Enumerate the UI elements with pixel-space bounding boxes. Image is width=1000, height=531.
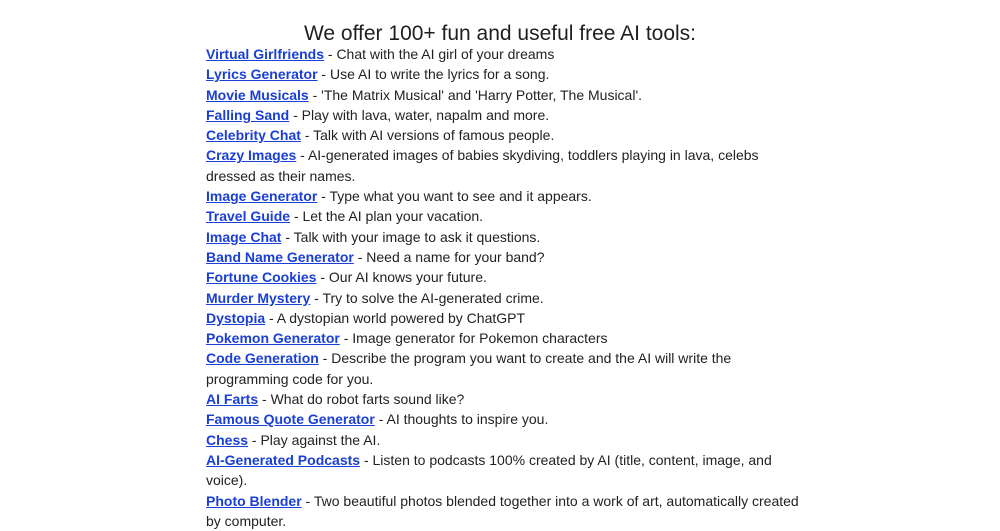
tool-item-ai-generated-podcasts [206,450,806,491]
tool-link-chess[interactable]: Chess [206,431,249,448]
tool-item-pokemon-generator [206,328,806,348]
tool-link-image-generator[interactable]: Image Generator [206,188,318,205]
tool-description: - Need a name for your band? [353,248,545,265]
tool-description: - Play with lava, water, napalm and more. [289,106,550,123]
tool-link-lyrics-generator[interactable]: Lyrics Generator [206,66,318,83]
page-title: We offer 100+ fun and useful free AI tools: [303,22,697,46]
tool-item-code-generation [206,348,806,389]
tool-link-travel-guide[interactable]: Travel Guide [206,208,291,225]
tool-description: - Type what you want to see and it appears. [317,188,592,205]
tool-item-image-generator [206,186,806,206]
tool-item-band-name-generator [206,247,806,267]
tool-item-chess [206,430,806,450]
tool-description: - Image generator for Pokemon characters [339,330,608,347]
tool-description: - AI thoughts to inspire you. [374,411,549,428]
tool-description: - Chat with the AI girl of your dreams [324,46,555,62]
tool-item-crazy-images [206,145,806,186]
tool-item-dystopia [206,308,806,328]
tool-description: - Talk with AI versions of famous people. [300,127,555,144]
tool-link-falling-sand[interactable]: Falling Sand [206,106,290,123]
tool-item-fortune-cookies [206,267,806,287]
tool-item-photo-blender [206,491,806,531]
tool-description: - Our AI knows your future. [316,269,487,286]
tool-item-virtual-girlfriends [206,44,806,64]
tool-link-murder-mystery[interactable]: Murder Mystery [206,289,311,306]
tool-item-famous-quote-generator [206,409,806,429]
tool-link-famous-quote-generator[interactable]: Famous Quote Generator [206,411,375,428]
tool-description: - What do robot farts sound like? [258,391,465,408]
tool-item-celebrity-chat [206,125,806,145]
tool-link-ai-farts[interactable]: AI Farts [206,391,259,408]
tool-link-movie-musicals[interactable]: Movie Musicals [206,86,309,103]
tool-link-virtual-girlfriends[interactable]: Virtual Girlfriends [206,46,324,62]
tool-link-celebrity-chat[interactable]: Celebrity Chat [206,127,301,144]
tool-description: - A dystopian world powered by ChatGPT [265,309,526,326]
tool-description: - 'The Matrix Musical' and 'Harry Potter, The Musical'. [308,86,643,103]
tool-link-pokemon-generator[interactable]: Pokemon Generator [206,330,340,347]
tool-link-photo-blender[interactable]: Photo Blender [206,492,302,509]
tool-description: - Describe the program you want to create and the AI will write the programming code for you. [206,350,732,387]
tool-description: - Two beautiful photos blended together into a work of art, automatically created by computer. [206,492,799,529]
tool-item-movie-musicals [206,85,806,105]
tool-item-image-chat [206,227,806,247]
tool-link-fortune-cookies[interactable]: Fortune Cookies [206,269,317,286]
tool-description: - Talk with your image to ask it questions. [281,228,541,245]
tool-item-lyrics-generator [206,64,806,84]
tool-item-murder-mystery [206,288,806,308]
tool-link-band-name-generator[interactable]: Band Name Generator [206,248,354,265]
tool-description: - Use AI to write the lyrics for a song. [317,66,550,83]
tool-description: - Let the AI plan your vacation. [290,208,484,225]
tool-link-ai-generated-podcasts[interactable]: AI-Generated Podcasts [206,451,361,468]
tool-link-crazy-images[interactable]: Crazy Images [206,147,297,164]
tool-link-image-chat[interactable]: Image Chat [206,228,282,245]
tool-link-code-generation[interactable]: Code Generation [206,350,319,367]
tool-list [206,44,806,531]
tool-description: - AI-generated images of babies skydiving, toddlers playing in lava, celebs dressed as their names. [206,147,759,184]
tool-item-travel-guide [206,206,806,226]
tool-description: - Listen to podcasts 100% created by AI (title, content, image, and voice). [206,451,772,489]
tool-description: - Play against the AI. [248,431,381,448]
tool-description: - Try to solve the AI-generated crime. [310,289,544,306]
tool-link-dystopia[interactable]: Dystopia [206,309,266,326]
tool-item-falling-sand [206,105,806,125]
tool-item-ai-farts [206,389,806,409]
